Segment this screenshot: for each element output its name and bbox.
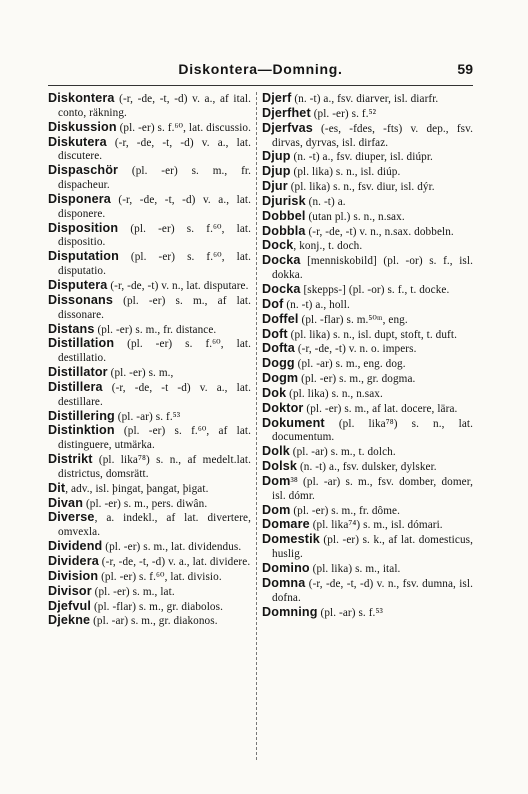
dictionary-entry [48,555,251,570]
dictionary-entry [48,453,251,482]
dictionary-entry [262,562,473,577]
dictionary-entry [262,357,473,372]
dictionary-entry [262,372,473,387]
column-divider [256,92,257,760]
running-head: Diskontera—Domning. [178,61,343,77]
entry-definition: (n. -t) a. [305,195,346,208]
entry-definition: (n. -t) a., fsv. diarver, isl. diarfr. [291,93,439,105]
dictionary-entry [48,424,251,453]
entry-headword: Dogg [262,356,295,371]
entry-headword: Distillation [48,336,115,351]
dictionary-entry [262,92,473,107]
entry-definition: (pl. -er) s. m., lat. [91,585,175,598]
entry-headword: Dobbel [262,208,306,223]
entry-headword: Diskutera [48,134,107,149]
entry-definition: (pl. -ar) s. f.⁵³ [317,606,383,619]
entry-headword: Djup [262,164,291,179]
entry-definition: (pl. -er) s. m., fr. dôme. [290,504,401,517]
entry-headword: Distillera [48,379,103,394]
entry-headword: Doft [262,326,288,341]
dictionary-entry [262,460,473,475]
entry-headword: Domestik [262,532,320,547]
entry-definition: (pl. lika) s. n., isl. diúp. [290,166,401,179]
dictionary-entry [262,180,473,195]
entry-headword: Divan [48,495,84,510]
dictionary-entry [48,540,251,555]
entry-definition: (pl. -er) s. f.⁶⁰, af lat. distinguere, utmärka. [58,425,251,452]
dictionary-entry [262,107,473,122]
dictionary-entry [262,518,473,533]
dictionary-entry [48,570,251,585]
entry-definition: (pl. -ar) s. m., gr. diakonos. [90,615,218,628]
dictionary-entry [48,337,251,366]
entry-headword: Distillering [48,408,115,423]
entry-definition: [menniskobild] (pl. -or) s. f., isl. dokka. [272,255,473,282]
dictionary-entry [48,92,251,121]
entry-headword: Djekne [48,613,91,628]
dictionary-entry [48,250,251,279]
entry-headword: Dividend [48,539,103,554]
entry-headword: Dock [262,238,294,253]
entry-headword: Dit [48,480,66,495]
entry-definition: [skepps-] (pl. -or) s. f., t. docke. [300,283,450,296]
dictionary-entry [262,165,473,180]
entry-definition: (pl. lika⁷⁴) s. m., isl. dómari. [309,519,443,532]
dictionary-entry [48,482,251,497]
entry-headword: Djerfvas [262,120,313,135]
dictionary-entry [262,225,473,240]
entry-headword: Divisor [48,583,92,598]
entry-definition: , a. indekl., af lat. divertere, omvexla. [58,512,251,539]
entry-definition: (pl. lika) s. n., isl. dupt, stoft, t. duft. [287,328,457,341]
entry-headword: Domare [262,517,310,532]
entry-definition: (pl. -ar) s. m., t. dolch. [289,446,396,459]
entry-headword: Dobbla [262,223,306,238]
dictionary-entry [48,585,251,600]
entry-definition: (-r, -de, -t, -d) v. a., lat. dividere. [98,556,251,568]
dictionary-entry [48,410,251,425]
dictionary-entry [262,533,473,562]
entry-definition: (n. -t) a., fsv. dulsker, dylsker. [297,461,437,474]
entry-definition: (pl. -er) s. k., af lat. domesticus, huslig. [272,534,473,561]
page-number: 59 [457,61,473,77]
entry-headword: Djur [262,179,288,194]
entry-headword: Dispaschör [48,163,119,178]
entry-definition: (pl. -er) s. m., af lat. dissonare. [58,294,251,321]
dictionary-entry [48,381,251,410]
dictionary-entry [48,136,251,165]
entry-headword: Docka [262,253,301,268]
dictionary-entry [48,366,251,381]
entry-definition: (pl. -er) s. f.⁶⁰, lat. disputatio. [58,251,251,278]
dictionary-entry [48,511,251,540]
entry-definition: (pl. -er) s. m., af lat. docere, lära. [303,402,458,415]
entry-definition: (pl. -er) s. f.⁶⁰, lat. divisio. [98,570,222,583]
entry-definition: (pl. lika) s. m., ital. [309,563,401,575]
entry-definition: (pl. -flar) s. m., gr. diabolos. [91,600,223,613]
entry-headword: Docka [262,281,301,296]
entry-headword: Domna [262,575,306,590]
entry-headword: Doktor [262,400,304,415]
dictionary-entry [262,417,473,446]
dictionary-entry [48,164,251,193]
entry-headword: Distillator [48,365,108,380]
entry-headword: Dissonans [48,292,114,307]
entry-headword: Djurisk [262,193,306,208]
entry-definition: (pl. lika) s. n., fsv. diur, isl. dýr. [287,181,435,194]
entry-definition: (pl. -er) s. m., gr. dogma. [298,373,416,386]
entry-headword: Dom [262,502,291,517]
entry-definition: (pl. -er) s. f.⁵² [310,107,377,120]
entry-definition: (pl. -flar) s. m.⁵⁰ᵐ, eng. [298,313,408,326]
entry-headword: Disputera [48,277,108,292]
entry-definition: (-r, -de, -t) v. n. o. impers. [294,343,417,356]
entry-definition: (n. -t) a., fsv. diuper, isl. diúpr. [290,151,433,164]
entry-headword: Disposition [48,220,119,235]
dictionary-entry [262,150,473,165]
entry-headword: Dividera [48,554,99,568]
entry-definition: (pl. lika) s. n., n.sax. [286,387,383,400]
entry-headword: Dof [262,296,284,311]
dictionary-entry [48,497,251,512]
entry-headword: Dolk [262,444,290,459]
dictionary-entry [262,475,473,504]
page-header [48,57,473,81]
entry-definition: (pl. -er) s. m., pers. diwân. [83,497,208,510]
entry-headword: Diskontera [48,91,115,105]
dictionary-entry [48,222,251,251]
dictionary-entry [262,210,473,225]
left-column [48,92,251,629]
entry-headword: Djerf [262,91,292,105]
entry-headword: Disponera [48,191,111,206]
dictionary-entry [262,283,473,298]
entry-definition: (n. -t) a., holl. [283,298,350,311]
entry-definition: (-r, -de, -t -d) v. a., lat. destillare. [58,381,251,408]
dictionary-entry [48,294,251,323]
entry-headword: Dofta [262,341,295,356]
dictionary-entry [262,402,473,417]
entry-definition: (pl. -er) s. f.⁶⁰, lat. dispositio. [58,222,251,249]
entry-definition: (pl. lika⁷⁸) s. n., af medelt.lat. districtus, domsrätt. [58,454,251,480]
entry-definition: (pl. -er) s. m., [107,367,174,380]
dictionary-entry [48,323,251,338]
dictionary-entry [262,313,473,328]
entry-definition: (pl. -er) s. m., fr. distance. [94,323,217,336]
entry-headword: Diskussion [48,119,117,134]
entry-headword: Djerfhet [262,105,311,120]
dictionary-entry [262,577,473,606]
entry-definition: (pl. -ar) s. f.⁵³ [114,410,181,423]
dictionary-entry [262,606,473,621]
entry-definition: (-es, -fdes, -fts) v. dep., fsv. dirvas, dyrvas, isl. dirfaz. [272,122,473,149]
right-column [262,92,473,620]
header-rule [48,85,473,86]
entry-headword: Distinktion [48,423,115,438]
entry-headword: Dokument [262,415,325,430]
dictionary-entry [262,254,473,283]
entry-headword: Djefvul [48,598,92,613]
entry-definition: (pl. -er) s. f.⁶⁰, lat. destillatio. [58,338,251,365]
dictionary-entry [262,342,473,357]
entry-definition: (pl. -er) s. f.⁶⁰, lat. discussio. [116,121,251,134]
dictionary-entry [48,121,251,136]
dictionary-entry [262,504,473,519]
dictionary-entry [262,239,473,254]
entry-definition: (pl. -er) s. m., fr. dispacheur. [58,165,251,192]
entry-definition: (-r, -de, -t) v. n., lat. disputare. [107,279,249,292]
dictionary-entry [48,193,251,222]
entry-definition: (-r, -de, -t, -d) v. a., af ital. conto, räkning. [58,93,251,119]
dictionary-entry [262,298,473,313]
entry-headword: Dolsk [262,459,298,474]
entry-headword: Disputation [48,249,119,264]
entry-headword: Distrikt [48,452,93,467]
dictionary-entry [262,328,473,343]
entry-headword: Djup [262,149,291,164]
entry-headword: Doffel [262,311,299,326]
entry-definition: (pl. lika⁷⁸) s. n., lat. documentum. [272,417,473,444]
entry-headword: Diverse [48,510,95,525]
dictionary-entry [48,600,251,615]
entry-definition: (pl. -er) s. m., lat. dividendus. [102,541,242,554]
entry-definition: , adv., isl. þingat, þangat, þigat. [65,482,209,495]
dictionary-entry [48,279,251,294]
entry-definition: (-r, -de, -t, -d) v. a., lat. discutere. [58,136,251,163]
entry-definition: (pl. -ar) s. m., eng. dog. [294,358,406,371]
entry-definition: (utan pl.) s. n., n.sax. [305,210,405,223]
entry-definition: (-r, -de, -t) v. n., n.sax. dobbeln. [305,225,454,238]
entry-headword: Dom [262,473,291,488]
dictionary-entry [262,195,473,210]
dictionary-entry [262,122,473,151]
entry-headword: Division [48,568,99,583]
entry-definition: , konj., t. doch. [293,240,363,253]
dictionary-entry [48,614,251,629]
entry-headword: Dok [262,385,287,400]
entry-headword: Distans [48,321,95,336]
entry-headword: Domino [262,561,310,575]
dictionary-entry [262,445,473,460]
entry-headword: Domning [262,604,318,619]
entry-definition: (-r, -de, -t, -d) v. n., fsv. dumna, isl. dofna. [272,577,473,604]
entry-headword: Dogm [262,371,299,386]
dictionary-entry [262,387,473,402]
entry-definition: ³⁸ (pl. -ar) s. m., fsv. domber, domer, isl. dómr. [272,475,473,502]
entry-definition: (-r, -de, -t, -d) v. a., lat. disponere. [58,193,251,220]
